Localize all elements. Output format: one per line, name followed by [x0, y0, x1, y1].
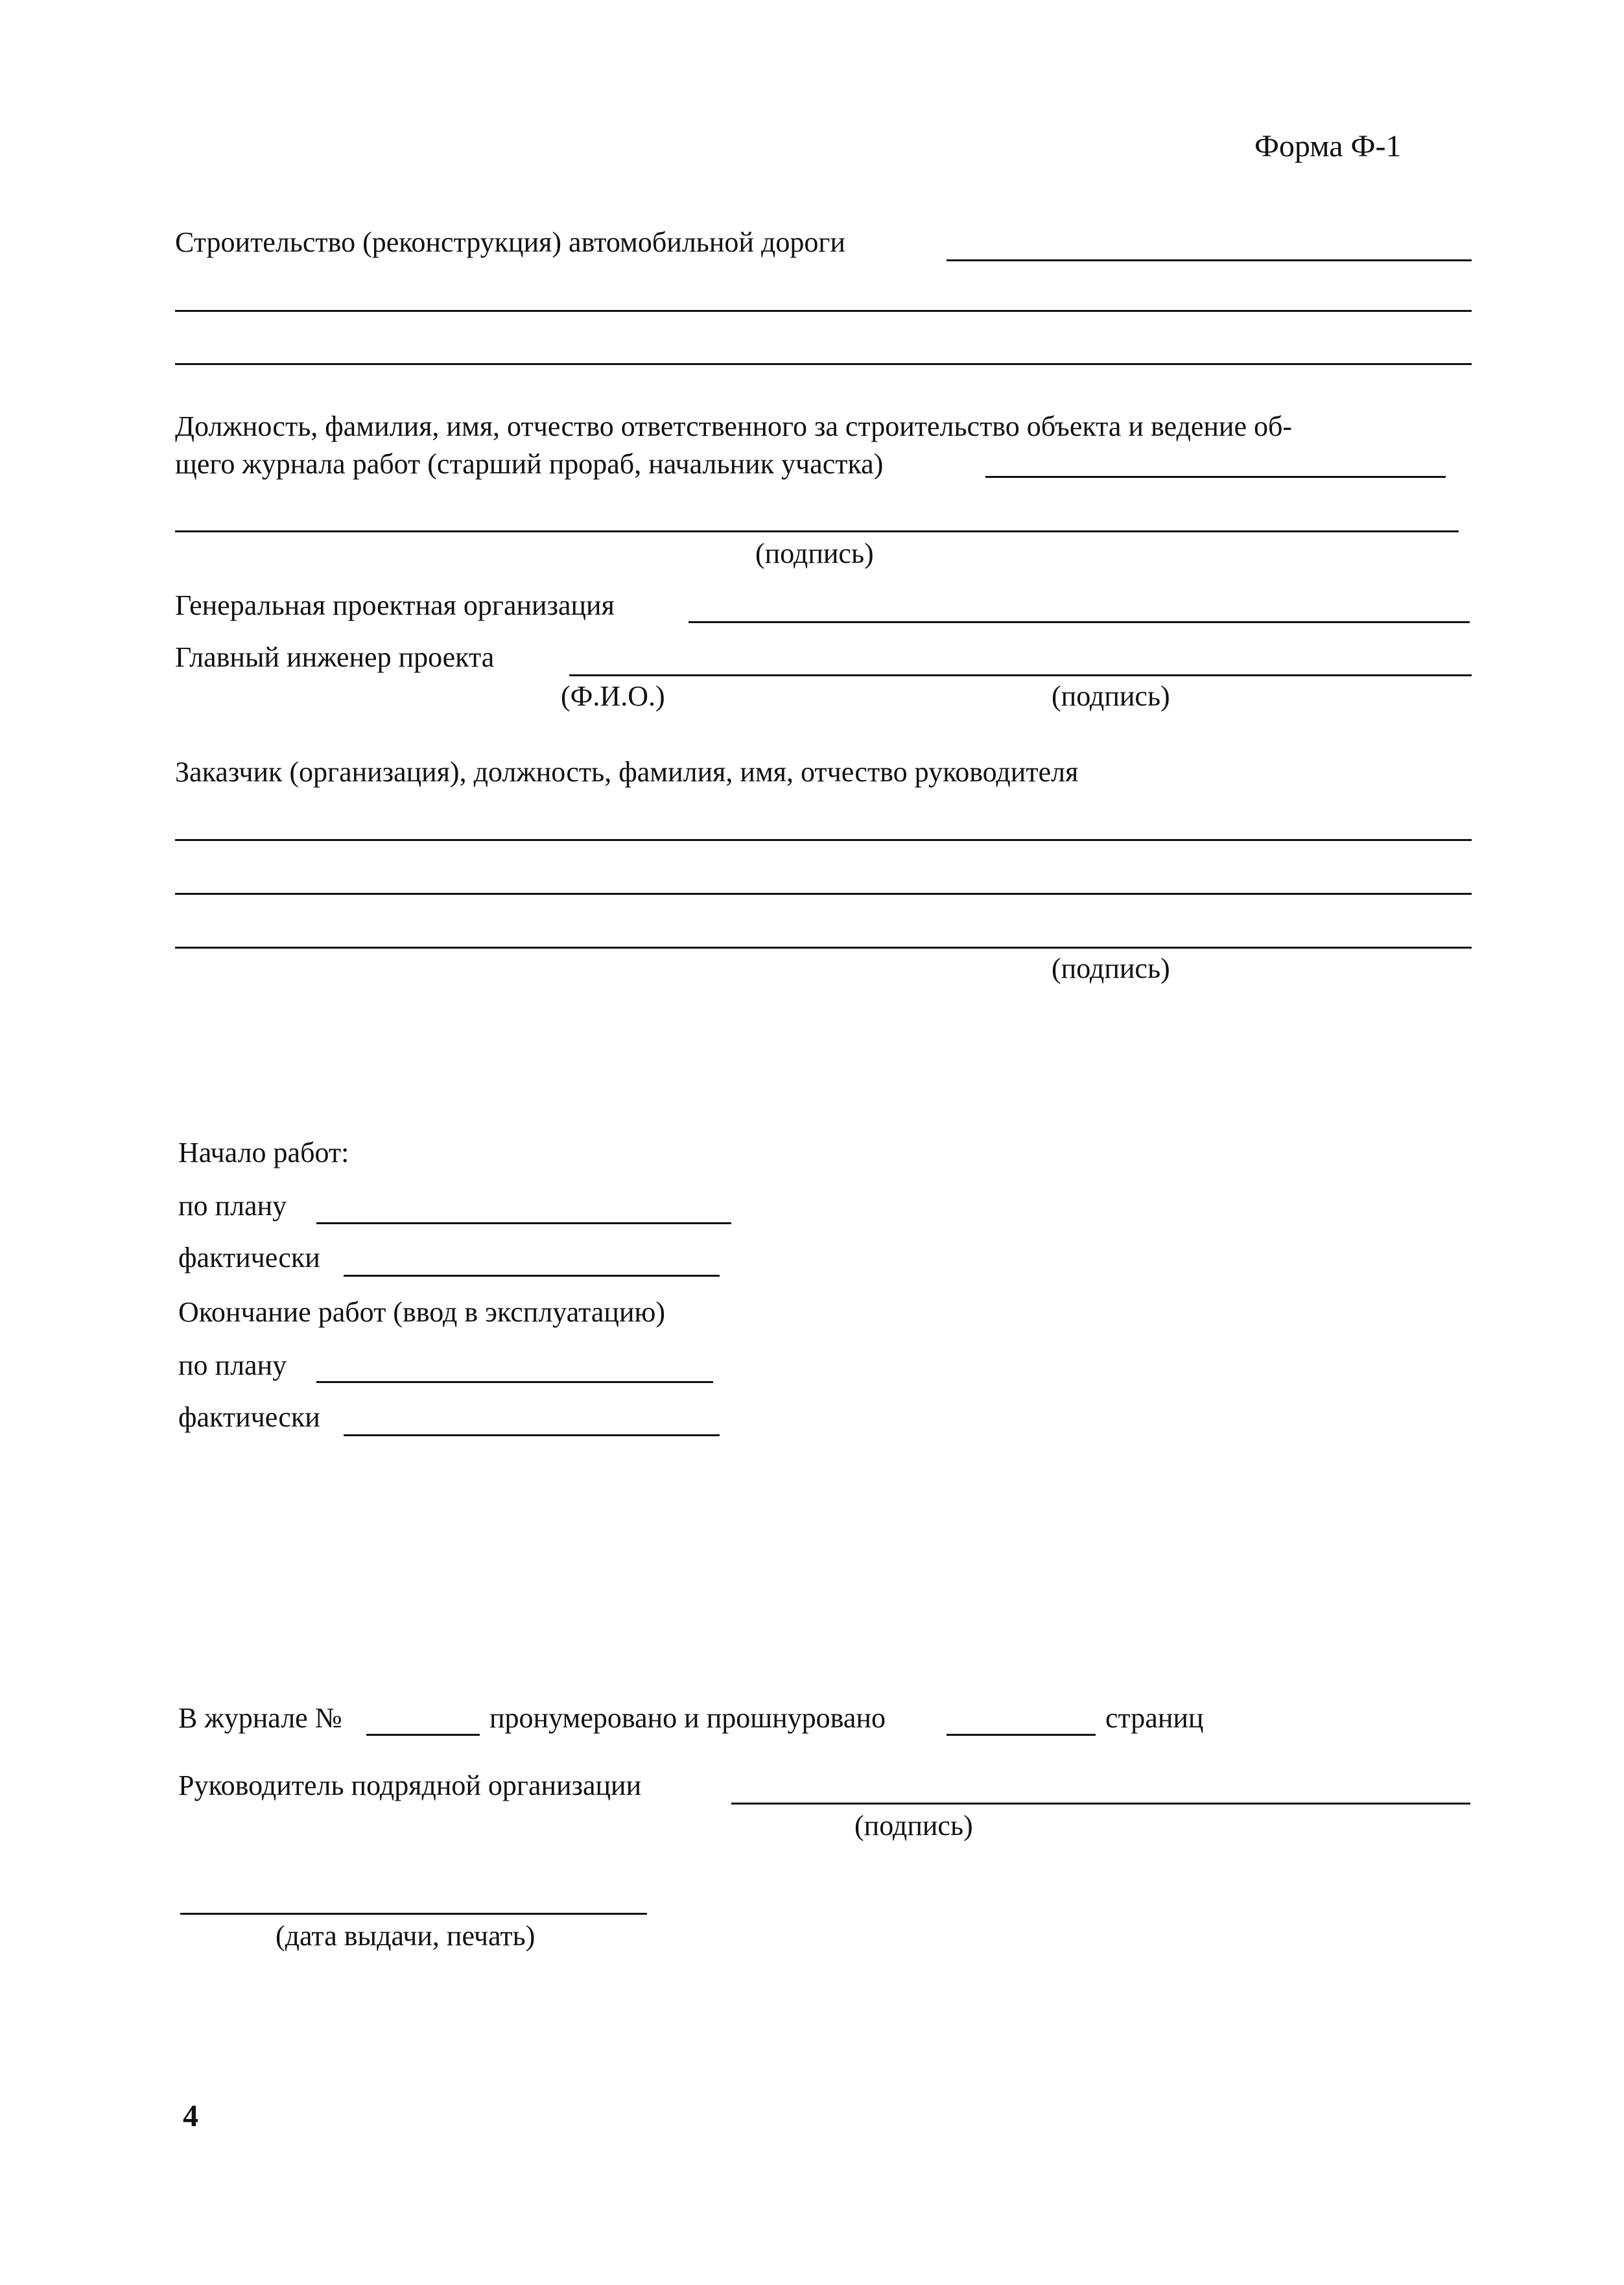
journal-prefix: В журнале №	[178, 1702, 342, 1734]
contractor-signature-caption: (подпись)	[854, 1810, 973, 1841]
responsible-field-line-1[interactable]	[985, 476, 1446, 478]
start-plan-label: по плану	[178, 1190, 287, 1222]
customer-field-line-2[interactable]	[175, 893, 1472, 895]
journal-middle: пронумеровано и прошнуровано	[489, 1702, 886, 1734]
start-actual-field-line[interactable]	[344, 1275, 720, 1277]
construction-field-line-3[interactable]	[175, 363, 1472, 365]
chief-engineer-label: Главный инженер проекта	[175, 641, 495, 673]
start-works-title: Начало работ:	[178, 1137, 349, 1168]
end-plan-field-line[interactable]	[316, 1381, 713, 1383]
journal-suffix: страниц	[1105, 1702, 1204, 1734]
issue-date-field-line[interactable]	[180, 1913, 647, 1915]
journal-number-field-line[interactable]	[366, 1734, 480, 1736]
start-actual-label: фактически	[178, 1242, 320, 1273]
page-number: 4	[183, 2099, 198, 2133]
end-actual-field-line[interactable]	[344, 1434, 720, 1436]
general-org-field-line[interactable]	[688, 621, 1470, 623]
general-org-label: Генеральная проектная организация	[175, 589, 615, 621]
construction-field-line-2[interactable]	[175, 310, 1472, 312]
start-plan-field-line[interactable]	[316, 1222, 731, 1224]
issue-date-caption: (дата выдачи, печать)	[276, 1920, 535, 1952]
responsible-label-line-2: щего журнала работ (старший прораб, начальник участка)	[175, 448, 884, 480]
chief-engineer-fio-caption: (Ф.И.О.)	[561, 680, 665, 712]
contractor-field-line[interactable]	[731, 1803, 1470, 1805]
responsible-field-line-2[interactable]	[175, 530, 1459, 532]
contractor-label: Руководитель подрядной организации	[178, 1770, 642, 1801]
customer-field-line-3[interactable]	[175, 947, 1472, 949]
form-label: Форма Ф-1	[1254, 129, 1402, 163]
construction-field-line-1[interactable]	[947, 259, 1472, 261]
construction-label: Строительство (реконструкция) автомобильной дороги	[175, 226, 845, 258]
journal-pages-field-line[interactable]	[947, 1734, 1096, 1736]
customer-label: Заказчик (организация), должность, фамилия, имя, отчество руководителя	[175, 756, 1079, 788]
chief-engineer-field-line[interactable]	[569, 674, 1472, 676]
end-plan-label: по плану	[178, 1349, 287, 1381]
customer-signature-caption: (подпись)	[1052, 953, 1170, 984]
responsible-signature-caption: (подпись)	[755, 538, 874, 569]
responsible-label-line-1: Должность, фамилия, имя, отчество ответственного за строительство объекта и ведение об-	[175, 410, 1293, 442]
end-works-title: Окончание работ (ввод в эксплуатацию)	[178, 1296, 666, 1328]
end-actual-label: фактически	[178, 1401, 320, 1433]
chief-engineer-signature-caption: (подпись)	[1052, 680, 1170, 712]
customer-field-line-1[interactable]	[175, 839, 1472, 841]
